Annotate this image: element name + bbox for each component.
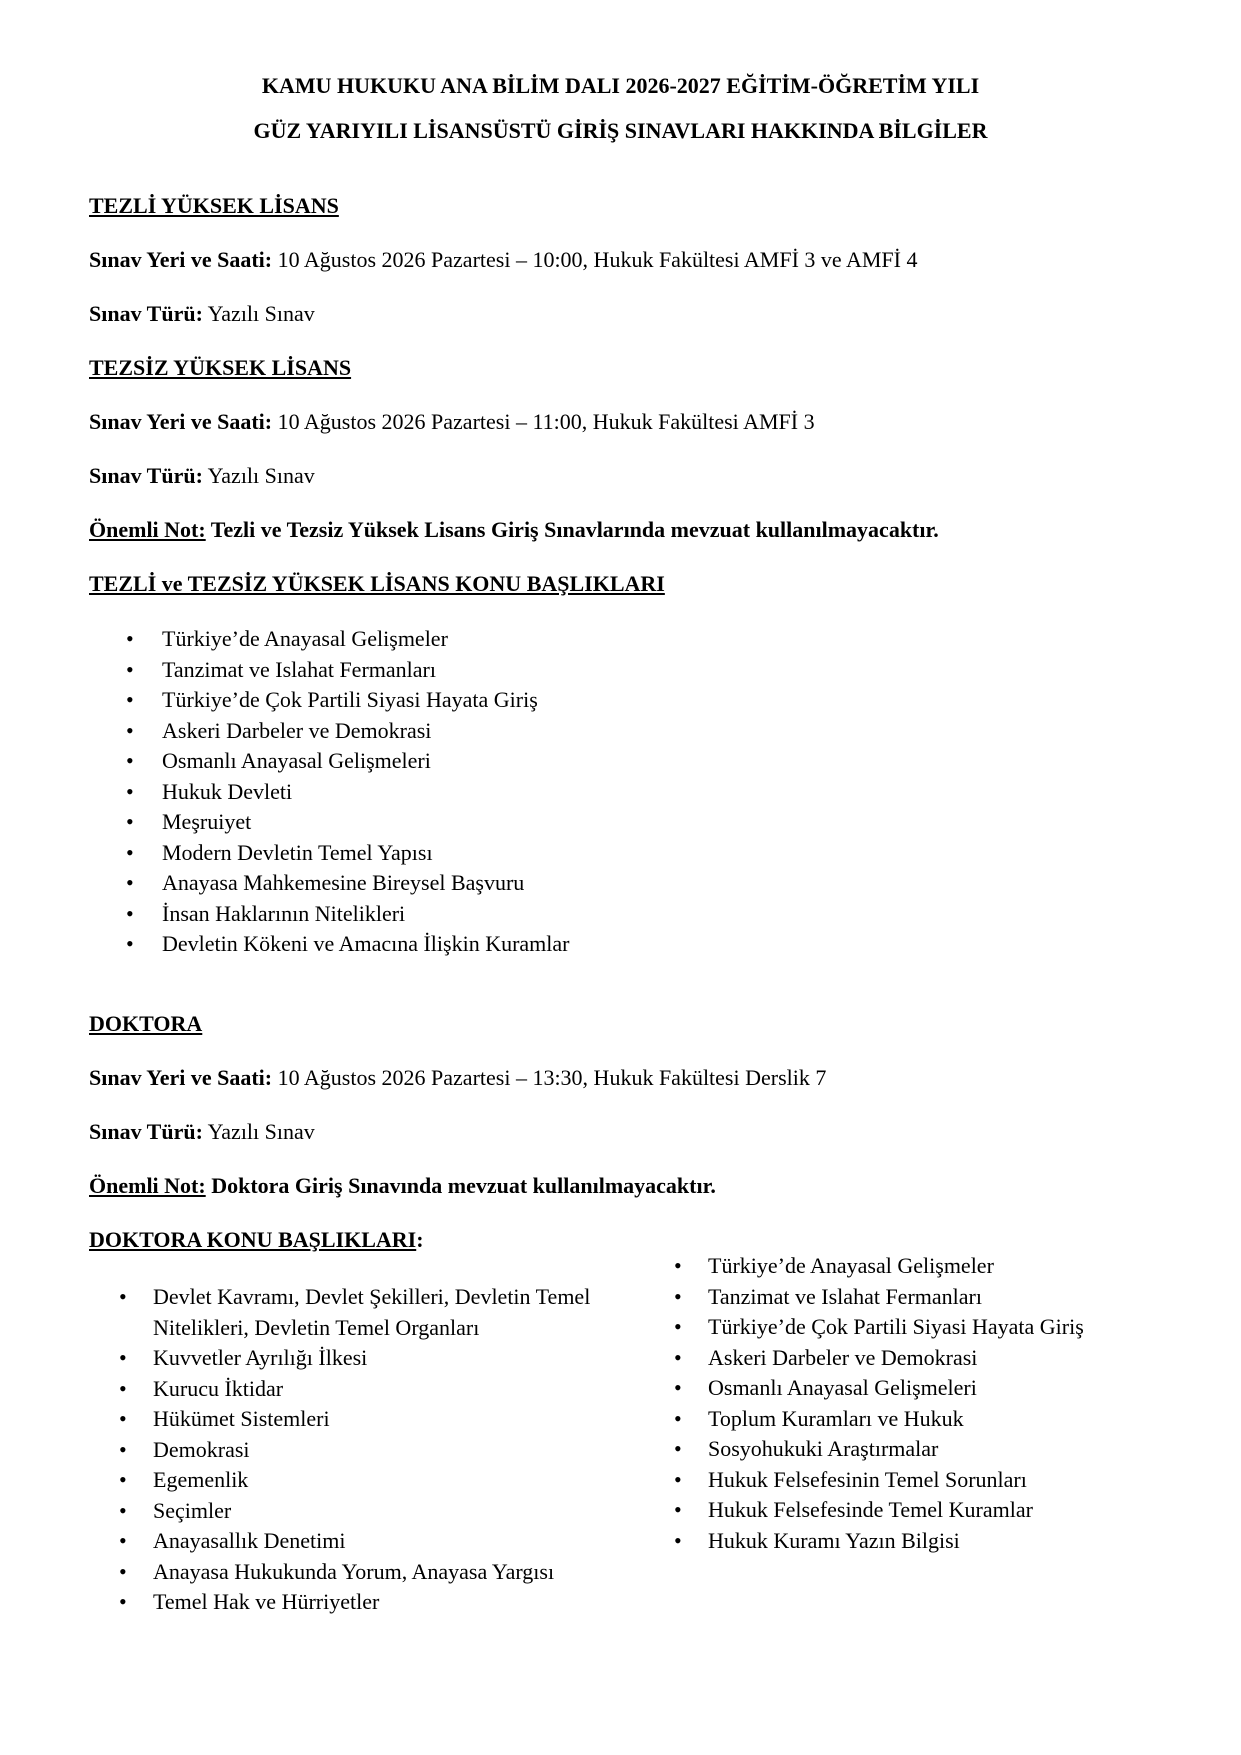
doktora-place-time-label: Sınav Yeri ve Saati:	[89, 1065, 273, 1090]
doktora-place-time-value: 10 Ağustos 2026 Pazartesi – 13:30, Hukuk Fakültesi Derslik 7	[272, 1065, 827, 1090]
tezli-exam-type-label: Sınav Türü:	[89, 301, 203, 326]
list-item: • Kurucu İktidar	[119, 1374, 623, 1405]
tezsiz-heading: TEZSİZ YÜKSEK LİSANS	[89, 355, 352, 380]
list-item: • Osmanlı Anayasal Gelişmeleri	[674, 1373, 1084, 1404]
tezsiz-important-note	[89, 517, 939, 543]
list-item: • Anayasa Mahkemesine Bireysel Başvuru	[126, 868, 570, 899]
tezli-place-time-value: 10 Ağustos 2026 Pazartesi – 10:00, Hukuk Fakültesi AMFİ 3 ve AMFİ 4	[272, 247, 918, 272]
list-item: • Tanzimat ve Islahat Fermanları	[674, 1282, 1084, 1313]
yl-topics-list	[126, 624, 570, 960]
list-item: • Anayasallık Denetimi	[119, 1526, 623, 1557]
doktora-note-label: Önemli Not:	[89, 1173, 206, 1198]
doktora-place-time	[89, 1065, 826, 1091]
tezsiz-exam-type-value: Yazılı Sınav	[202, 463, 315, 488]
list-item: • Sosyohukuki Araştırmalar	[674, 1434, 1084, 1465]
doktora-exam-type	[89, 1119, 315, 1145]
tezsiz-note-label: Önemli Not:	[89, 517, 206, 542]
tezsiz-exam-type-label: Sınav Türü:	[89, 463, 203, 488]
doktora-important-note	[89, 1173, 716, 1199]
list-item: • Türkiye’de Anayasal Gelişmeler	[126, 624, 570, 655]
list-item: • Modern Devletin Temel Yapısı	[126, 838, 570, 869]
list-item: • Anayasa Hukukunda Yorum, Anayasa Yargısı	[119, 1557, 623, 1588]
tezli-exam-type	[89, 301, 315, 327]
list-item: • Demokrasi	[119, 1435, 623, 1466]
list-item: • Tanzimat ve Islahat Fermanları	[126, 655, 570, 686]
tezsiz-place-time	[89, 409, 815, 435]
yl-topics-heading: TEZLİ ve TEZSİZ YÜKSEK LİSANS KONU BAŞLIKLARI	[89, 571, 665, 596]
list-item: • Kuvvetler Ayrılığı İlkesi	[119, 1343, 623, 1374]
list-item: • Türkiye’de Çok Partili Siyasi Hayata Giriş	[674, 1312, 1084, 1343]
list-item: • İnsan Haklarının Nitelikleri	[126, 899, 570, 930]
doktora-exam-type-label: Sınav Türü:	[89, 1119, 203, 1144]
dr-topics-right-list	[674, 1251, 1084, 1556]
list-item: • Meşruiyet	[126, 807, 570, 838]
list-item: • Hukuk Felsefesinde Temel Kuramlar	[674, 1495, 1084, 1526]
list-item: • Toplum Kuramları ve Hukuk	[674, 1404, 1084, 1435]
tezsiz-place-time-value: 10 Ağustos 2026 Pazartesi – 11:00, Hukuk Fakültesi AMFİ 3	[272, 409, 815, 434]
dr-topics-heading-text: DOKTORA KONU BAŞLIKLARI	[89, 1227, 417, 1252]
doktora-exam-type-value: Yazılı Sınav	[202, 1119, 315, 1144]
list-item: • Hukuk Kuramı Yazın Bilgisi	[674, 1526, 1084, 1557]
list-item: • Askeri Darbeler ve Demokrasi	[674, 1343, 1084, 1374]
document-title-line-1: KAMU HUKUKU ANA BİLİM DALI 2026-2027 EĞİTİM-ÖĞRETİM YILI	[261, 73, 980, 98]
tezli-exam-type-value: Yazılı Sınav	[202, 301, 315, 326]
doktora-heading: DOKTORA	[89, 1011, 203, 1036]
document-title-line-2: GÜZ YARIYILI LİSANSÜSTÜ GİRİŞ SINAVLARI HAKKINDA BİLGİLER	[253, 118, 988, 143]
list-item: • Hukuk Devleti	[126, 777, 570, 808]
dr-topics-heading-colon: :	[416, 1227, 424, 1252]
list-item: • Askeri Darbeler ve Demokrasi	[126, 716, 570, 747]
list-item: • Türkiye’de Çok Partili Siyasi Hayata Giriş	[126, 685, 570, 716]
list-item: • Devletin Kökeni ve Amacına İlişkin Kuramlar	[126, 929, 570, 960]
list-item: • Egemenlik	[119, 1465, 623, 1496]
list-item: • Hukuk Felsefesinin Temel Sorunları	[674, 1465, 1084, 1496]
tezli-place-time	[89, 247, 917, 273]
list-item: • Hükümet Sistemleri	[119, 1404, 623, 1435]
dr-topics-heading	[89, 1227, 424, 1253]
tezli-place-time-label: Sınav Yeri ve Saati:	[89, 247, 273, 272]
list-item: • Devlet Kavramı, Devlet Şekilleri, Devletin Temel Nitelikleri, Devletin Temel Organları	[119, 1282, 623, 1343]
tezli-heading: TEZLİ YÜKSEK LİSANS	[89, 193, 339, 218]
dr-topics-left-list	[119, 1282, 623, 1618]
list-item: • Temel Hak ve Hürriyetler	[119, 1587, 623, 1618]
tezsiz-note-text: Tezli ve Tezsiz Yüksek Lisans Giriş Sınavlarında mevzuat kullanılmayacaktır.	[205, 517, 939, 542]
tezsiz-exam-type	[89, 463, 315, 489]
list-item: • Osmanlı Anayasal Gelişmeleri	[126, 746, 570, 777]
tezsiz-place-time-label: Sınav Yeri ve Saati:	[89, 409, 273, 434]
doktora-note-text: Doktora Giriş Sınavında mevzuat kullanılmayacaktır.	[205, 1173, 716, 1198]
list-item: • Seçimler	[119, 1496, 623, 1527]
list-item: • Türkiye’de Anayasal Gelişmeler	[674, 1251, 1084, 1282]
